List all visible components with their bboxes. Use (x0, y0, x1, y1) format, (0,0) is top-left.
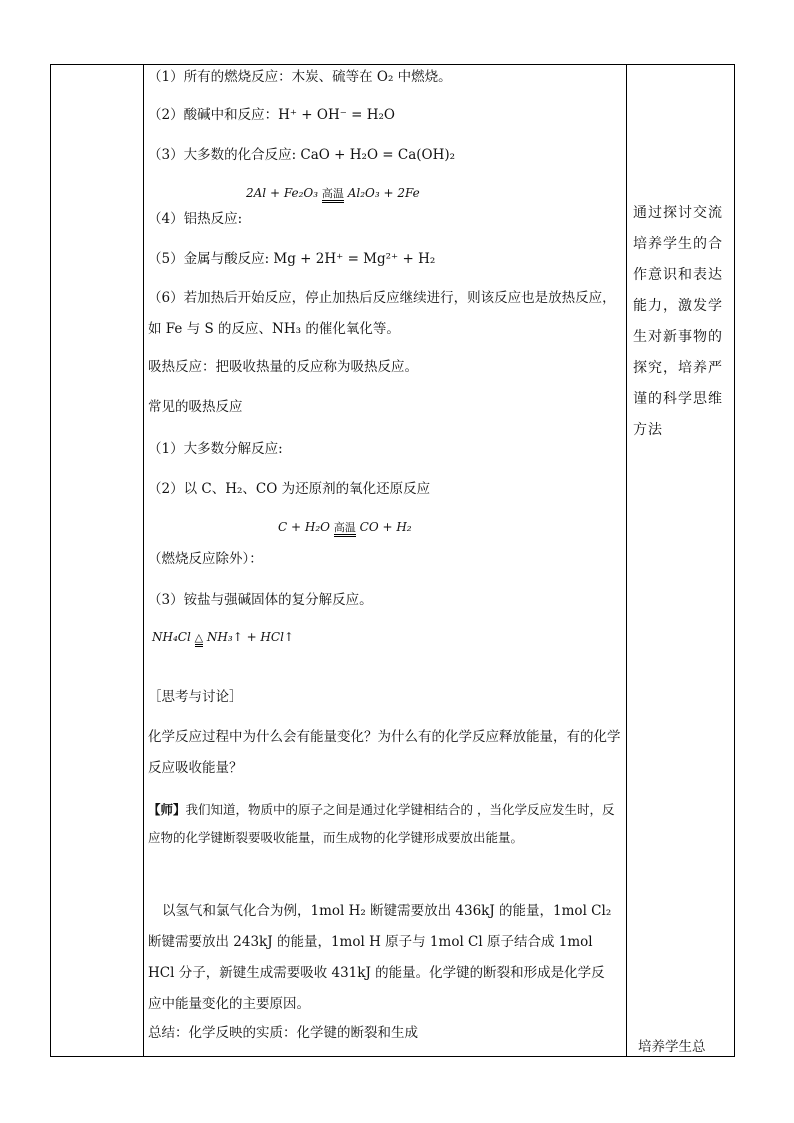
water-gas-products: CO + H₂ (359, 520, 412, 534)
exothermic-item-4: （4）铝热反应: (148, 211, 243, 227)
exothermic-item-2: （2）酸碱中和反应：H⁺ + OH⁻ = H₂O (148, 107, 395, 123)
teacher-note (148, 796, 626, 852)
ammonium-products: NH₃↑ + HCl↑ (206, 630, 294, 644)
discussion-heading: ［思考与讨论］ (148, 689, 243, 705)
thermite-condition: 高温 (322, 188, 344, 203)
exothermic-item-3: （3）大多数的化合反应: CaO + H₂O = Ca(OH)₂ (148, 147, 456, 163)
ammonium-reactant: NH₄Cl (152, 630, 191, 644)
endothermic-item-2: （2）以 C、H₂、CO 为还原剂的氧化还原反应 (148, 481, 431, 497)
column-divider-2 (626, 65, 627, 1056)
ammonium-condition: △ (195, 632, 203, 647)
thermite-formula (246, 186, 420, 203)
exothermic-item-6: （6）若加热后开始反应，停止加热后反应继续进行，则该反应也是放热反应，如 Fe 与 S 的反应、NH₃ 的催化氧化等。 (148, 290, 616, 337)
side-note-bottom: 培养学生总 (638, 1039, 706, 1055)
summary-line: 总结：化学反映的实质：化学键的断裂和生成 (148, 1025, 418, 1041)
water-gas-formula (278, 520, 412, 537)
thermite-products: Al₂O₃ + 2Fe (347, 186, 420, 200)
example-paragraph: 以氢气和氯气化合为例，1mol H₂ 断键需要放出 436kJ 的能量，1mol Cl₂ 断键需要放出 243kJ 的能量，1mol H 原子与 1mol Cl 原子结合成 1mol HCl 分子，新键生成需要吸收 431kJ 的能量。化学键的断裂和形成是化学反应中能量变化的主要原因。 (148, 903, 612, 1012)
discussion-question: 化学反应过程中为什么会有能量变化？为什么有的化学反应释放能量，有的化学反应吸收能量？ (148, 729, 621, 776)
teacher-note-text: 我们知道，物质中的原子之间是通过化学键相结合的 ，当化学反应发生时，反应物的化学键断裂要吸收能量，而生成物的化学键形成要放出能量。 (148, 802, 615, 845)
exothermic-item-5: （5）金属与酸反应: Mg + 2H⁺ = Mg²⁺ + H₂ (148, 251, 436, 267)
teacher-tag: 【师】 (148, 802, 186, 817)
thermite-reactants: 2Al + Fe₂O₃ (246, 186, 319, 200)
ammonium-chloride-formula (152, 630, 294, 647)
water-gas-reactants: C + H₂O (278, 520, 330, 534)
side-note: 通过探讨交流培养学生的合作意识和表达能力，激发学生对新事物的探究，培养严谨的科学思维方法 (633, 205, 723, 438)
endothermic-item-3: （3）铵盐与强碱固体的复分解反应。 (148, 592, 373, 608)
endothermic-item-1: （1）大多数分解反应: (148, 441, 283, 457)
column-divider-1 (143, 65, 144, 1056)
endothermic-heading: 常见的吸热反应 (148, 399, 243, 415)
endothermic-item-2-note: （燃烧反应除外）： (148, 551, 263, 567)
exothermic-item-1: （1）所有的燃烧反应：木炭、硫等在 O₂ 中燃烧。 (148, 69, 452, 85)
endothermic-definition: 吸热反应：把吸收热量的反应称为吸热反应。 (148, 359, 418, 375)
water-gas-condition: 高温 (334, 522, 356, 537)
